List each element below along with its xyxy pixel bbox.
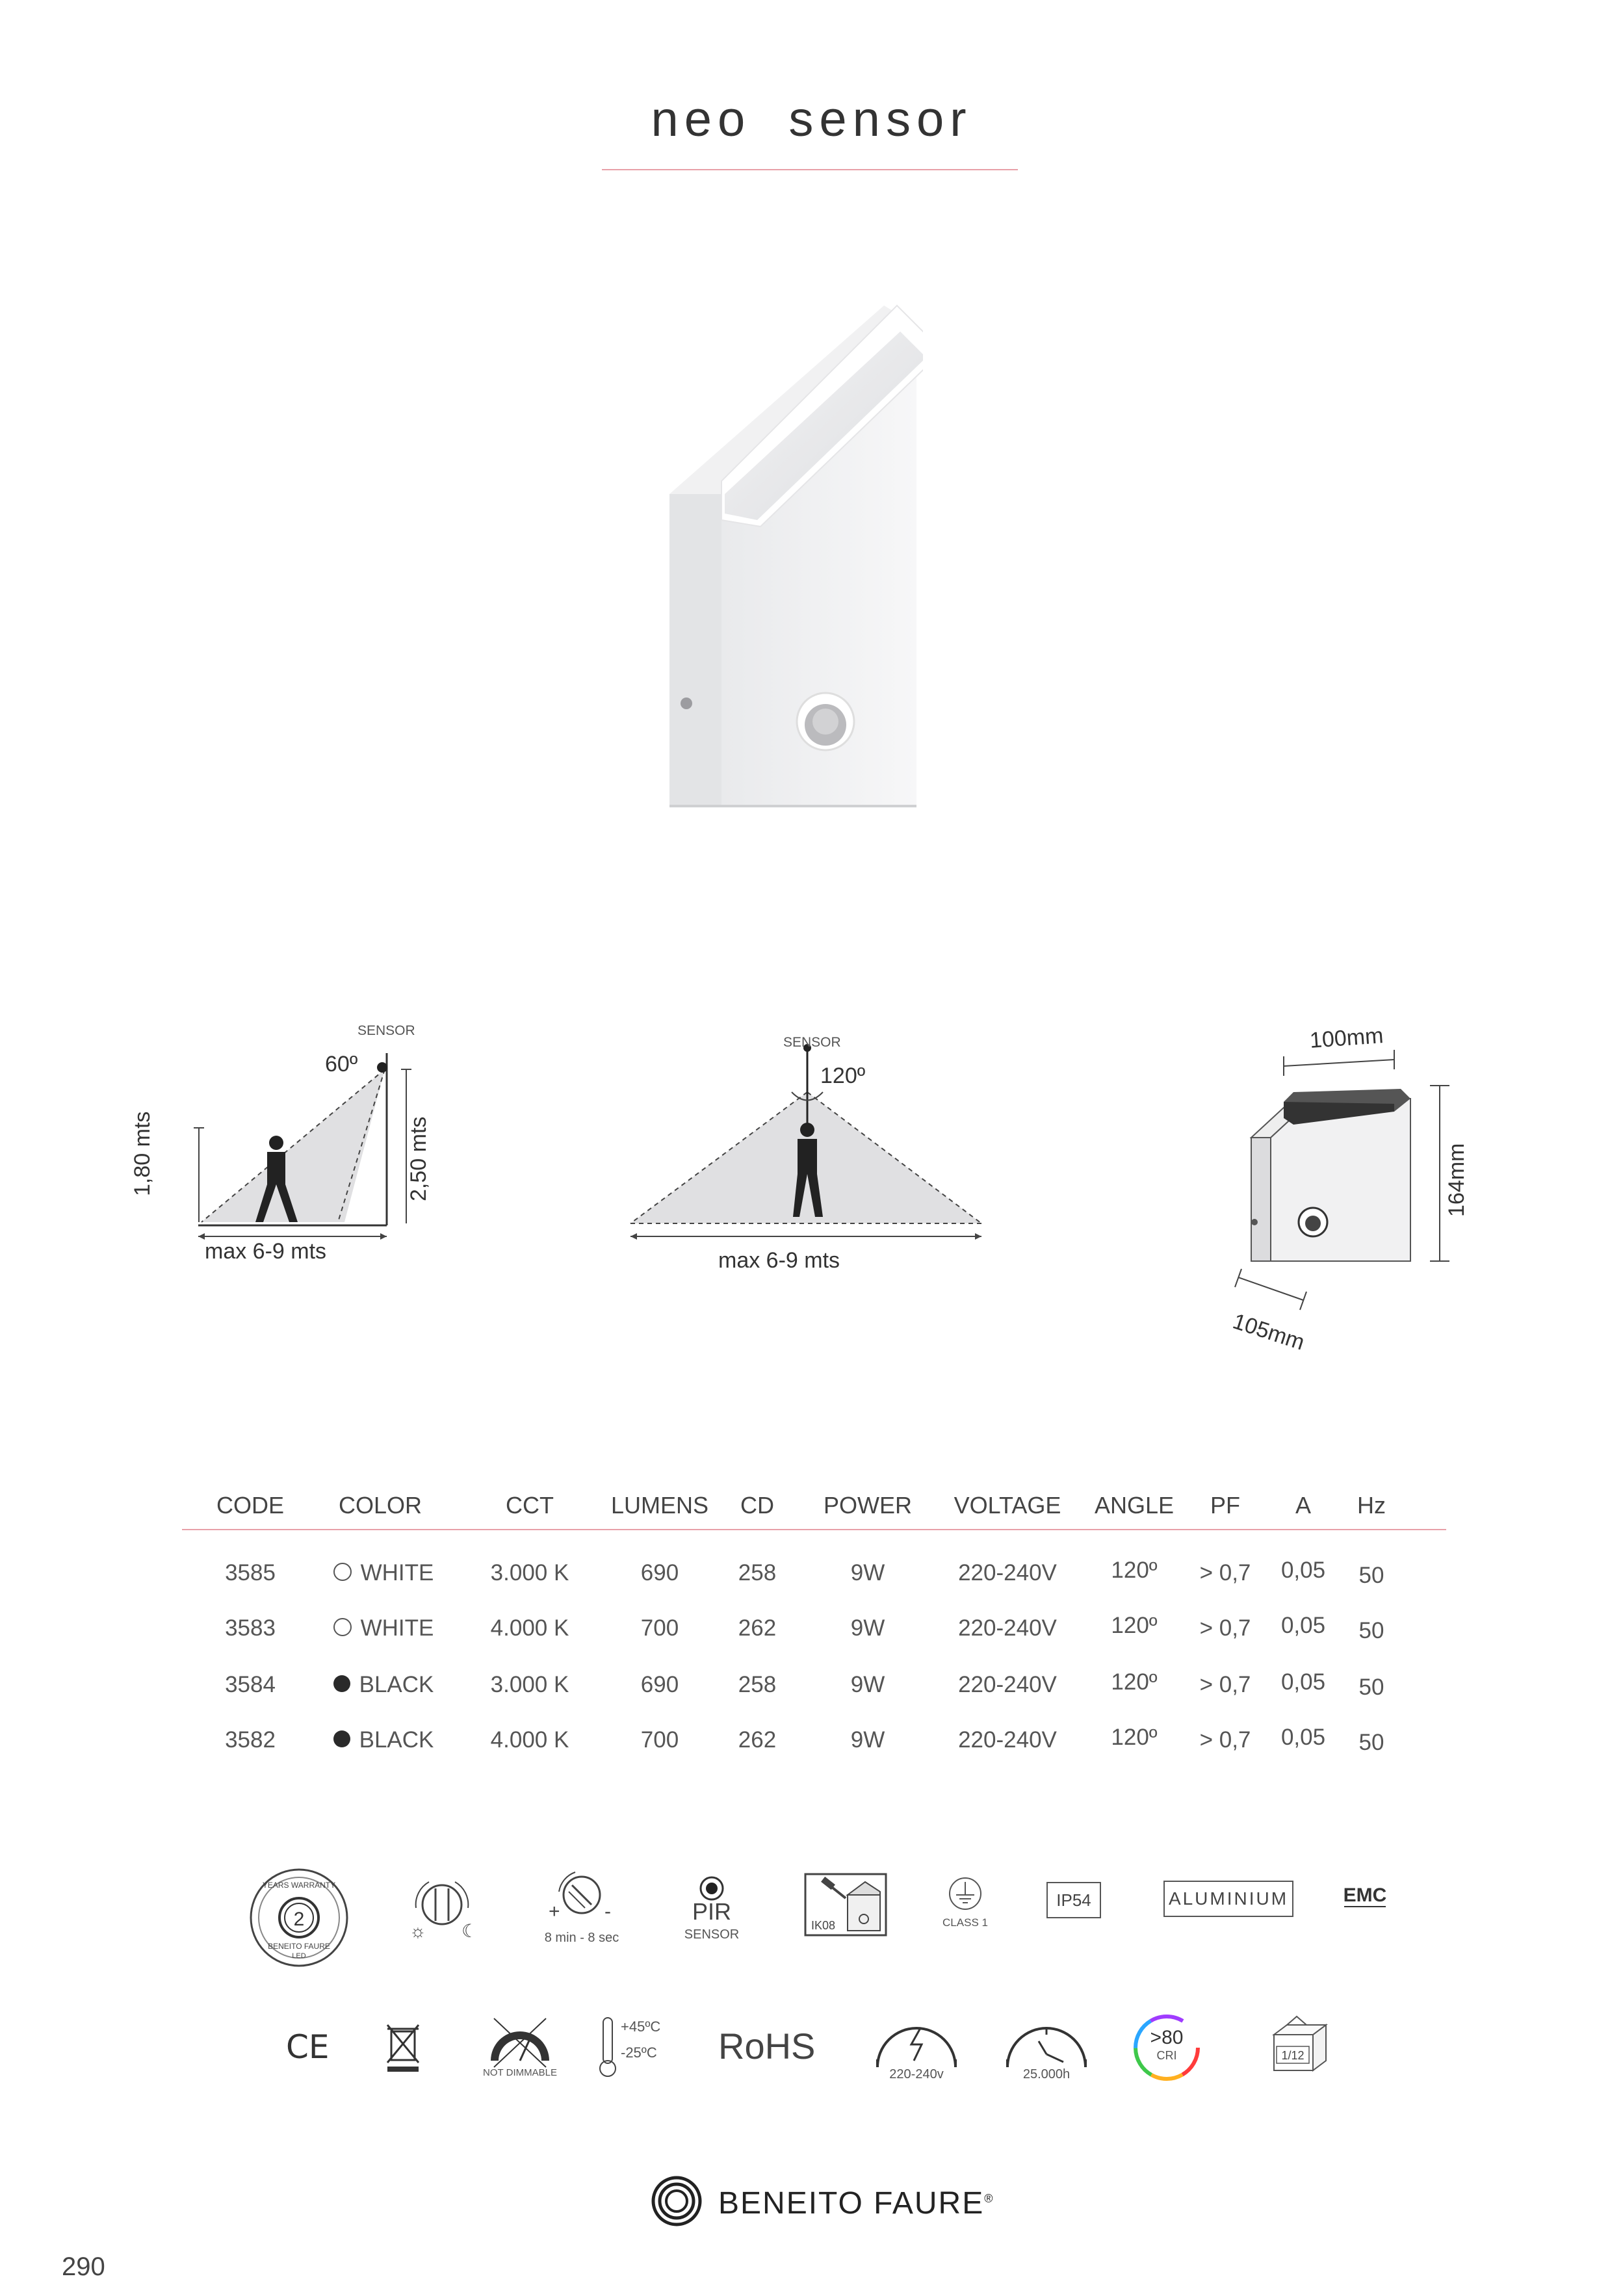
cell-lumens: 690 bbox=[640, 1672, 679, 1697]
cell-power: 9W bbox=[850, 1672, 885, 1697]
cell-pf: > 0,7 bbox=[1199, 1672, 1251, 1697]
page-number: 290 bbox=[62, 2252, 105, 2281]
svg-text:LED: LED bbox=[292, 1952, 306, 1960]
svg-text:BENEITO FAURE: BENEITO FAURE bbox=[268, 1942, 330, 1951]
thermometer-icon bbox=[598, 2015, 617, 2080]
height-dimension-label: 164mm bbox=[1444, 1143, 1469, 1217]
cell-lumens: 700 bbox=[640, 1727, 679, 1753]
registered-mark: ® bbox=[984, 2192, 994, 2205]
cell-color bbox=[318, 1615, 448, 1641]
front-angle-label: 120º bbox=[820, 1063, 866, 1088]
cell-hz: 50 bbox=[1358, 1675, 1384, 1700]
header-power: POWER bbox=[823, 1492, 912, 1519]
cell-power: 9W bbox=[850, 1615, 885, 1641]
side-angle-label: 60º bbox=[325, 1052, 358, 1076]
cell-lumens: 700 bbox=[640, 1615, 679, 1641]
cell-pf: > 0,7 bbox=[1199, 1560, 1251, 1585]
cell-a: 0,05 bbox=[1280, 1669, 1326, 1695]
svg-text:+: + bbox=[549, 1901, 560, 1922]
title-underline bbox=[602, 169, 1018, 170]
cell-code: 3584 bbox=[225, 1672, 276, 1697]
color-swatch-icon bbox=[333, 1675, 350, 1692]
side-range-label: max 6-9 mts bbox=[205, 1239, 327, 1264]
color-swatch-icon bbox=[333, 1730, 350, 1747]
svg-text:EMC: EMC bbox=[1343, 1885, 1387, 1906]
svg-text:☾: ☾ bbox=[461, 1921, 478, 1941]
sensor-height-label: 2,50 mts bbox=[406, 1116, 431, 1201]
cell-a: 0,05 bbox=[1280, 1613, 1326, 1638]
svg-text:2: 2 bbox=[293, 1909, 305, 1930]
cell-hz: 50 bbox=[1358, 1618, 1384, 1643]
color-label: WHITE bbox=[360, 1615, 434, 1641]
pir-label: PIR bbox=[692, 1898, 731, 1925]
voltage-label: 220-240v bbox=[889, 2067, 944, 2081]
lifetime-hours-icon bbox=[1001, 2009, 1092, 2074]
cell-code: 3582 bbox=[225, 1727, 276, 1753]
brand-name bbox=[718, 2185, 994, 2221]
cell-cd: 262 bbox=[738, 1727, 777, 1753]
cell-angle: 120º bbox=[1111, 1725, 1158, 1750]
header-hz: Hz bbox=[1357, 1492, 1386, 1519]
lifetime-hours-label: 25.000h bbox=[1022, 2067, 1071, 2081]
cell-cd: 258 bbox=[738, 1672, 777, 1697]
svg-text:☼: ☼ bbox=[409, 1921, 426, 1941]
color-label: BLACK bbox=[359, 1727, 434, 1753]
cell-cd: 262 bbox=[738, 1615, 777, 1641]
temp-max-label: +45ºC bbox=[621, 2018, 661, 2035]
svg-text:1/12: 1/12 bbox=[1281, 2049, 1305, 2062]
cell-angle: 120º bbox=[1111, 1613, 1158, 1638]
person-height-label: 1,80 mts bbox=[130, 1111, 155, 1196]
svg-text:YEARS WARRANTY: YEARS WARRANTY bbox=[262, 1881, 336, 1890]
cell-color bbox=[318, 1672, 448, 1698]
width-dimension-label: 100mm bbox=[1308, 1023, 1384, 1053]
weee-bin-icon bbox=[383, 2018, 422, 2074]
box-packaging-icon bbox=[1267, 2015, 1332, 2074]
timer-label: 8 min - 8 sec bbox=[544, 1931, 619, 1945]
header-pf: PF bbox=[1210, 1492, 1240, 1519]
side-sensor-label: SENSOR bbox=[357, 1023, 415, 1038]
rohs-mark: RoHS bbox=[718, 2026, 816, 2067]
cell-cd: 258 bbox=[738, 1560, 777, 1585]
pir-sub-label: SENSOR bbox=[684, 1927, 740, 1942]
front-range-label: max 6-9 mts bbox=[718, 1248, 840, 1273]
cell-angle: 120º bbox=[1111, 1558, 1158, 1583]
cell-voltage: 220-240V bbox=[958, 1672, 1057, 1697]
brand-text: BENEITO FAURE bbox=[718, 2186, 985, 2221]
temp-min-label: -25ºC bbox=[621, 2044, 657, 2061]
cell-angle: 120º bbox=[1111, 1669, 1158, 1695]
class-1-label: CLASS 1 bbox=[942, 1916, 988, 1929]
front-sensor-diagram bbox=[617, 1014, 994, 1261]
front-sensor-label: SENSOR bbox=[783, 1035, 841, 1050]
header-a: A bbox=[1295, 1492, 1311, 1519]
cell-lumens: 690 bbox=[640, 1560, 679, 1585]
cri-value: >80 bbox=[1150, 2027, 1184, 2048]
header-cd: CD bbox=[740, 1492, 774, 1519]
class-1-ground-icon bbox=[946, 1875, 985, 1914]
cell-color bbox=[318, 1727, 448, 1753]
cell-a: 0,05 bbox=[1280, 1725, 1326, 1750]
voltage-icon bbox=[871, 2009, 962, 2074]
cell-power: 9W bbox=[850, 1560, 885, 1585]
cell-cct: 4.000 K bbox=[490, 1615, 569, 1641]
product-image bbox=[650, 299, 923, 819]
cell-hz: 50 bbox=[1358, 1563, 1384, 1588]
color-swatch-icon bbox=[333, 1618, 352, 1636]
cell-voltage: 220-240V bbox=[958, 1560, 1057, 1585]
table-header-rule bbox=[182, 1529, 1446, 1530]
cell-color bbox=[318, 1560, 448, 1586]
svg-text:IK08: IK08 bbox=[811, 1919, 836, 1932]
cell-voltage: 220-240V bbox=[958, 1727, 1057, 1753]
cell-code: 3583 bbox=[225, 1615, 276, 1641]
cell-power: 9W bbox=[850, 1727, 885, 1753]
page-title: neo sensor bbox=[651, 92, 972, 147]
not-dimmable-label: NOT DIMMABLE bbox=[483, 2067, 557, 2078]
aluminium-badge: ALUMINIUM bbox=[1163, 1881, 1293, 1917]
cri-label: CRI bbox=[1156, 2049, 1177, 2062]
cell-pf: > 0,7 bbox=[1199, 1615, 1251, 1641]
color-label: BLACK bbox=[359, 1672, 434, 1697]
timer-adjust-icon bbox=[539, 1866, 624, 1931]
header-lumens: LUMENS bbox=[610, 1492, 709, 1519]
brand-logo-icon bbox=[650, 2174, 703, 2228]
cell-voltage: 220-240V bbox=[958, 1615, 1057, 1641]
cell-cct: 3.000 K bbox=[490, 1560, 569, 1585]
color-swatch-icon bbox=[333, 1563, 352, 1581]
header-color: COLOR bbox=[338, 1492, 422, 1519]
header-angle: ANGLE bbox=[1094, 1492, 1175, 1519]
header-cct: CCT bbox=[506, 1492, 554, 1519]
cell-cct: 4.000 K bbox=[490, 1727, 569, 1753]
side-sensor-diagram bbox=[162, 1014, 448, 1268]
header-voltage: VOLTAGE bbox=[954, 1492, 1061, 1519]
emc-icon bbox=[1339, 1875, 1391, 1914]
header-code: CODE bbox=[216, 1492, 284, 1519]
cell-a: 0,05 bbox=[1280, 1558, 1326, 1583]
depth-dimension-label: 105mm bbox=[1230, 1309, 1308, 1355]
cell-cct: 3.000 K bbox=[490, 1672, 569, 1697]
light-dark-sensor-icon bbox=[396, 1872, 487, 1950]
warranty-badge-icon bbox=[247, 1866, 351, 1970]
cell-hz: 50 bbox=[1358, 1730, 1384, 1755]
cell-code: 3585 bbox=[225, 1560, 276, 1585]
ip54-badge: IP54 bbox=[1046, 1882, 1101, 1918]
cell-pf: > 0,7 bbox=[1199, 1727, 1251, 1753]
ik08-impact-icon bbox=[803, 1872, 888, 1937]
svg-text:-: - bbox=[604, 1901, 611, 1922]
ce-mark-icon: CE bbox=[286, 2028, 330, 2066]
color-label: WHITE bbox=[360, 1560, 434, 1585]
